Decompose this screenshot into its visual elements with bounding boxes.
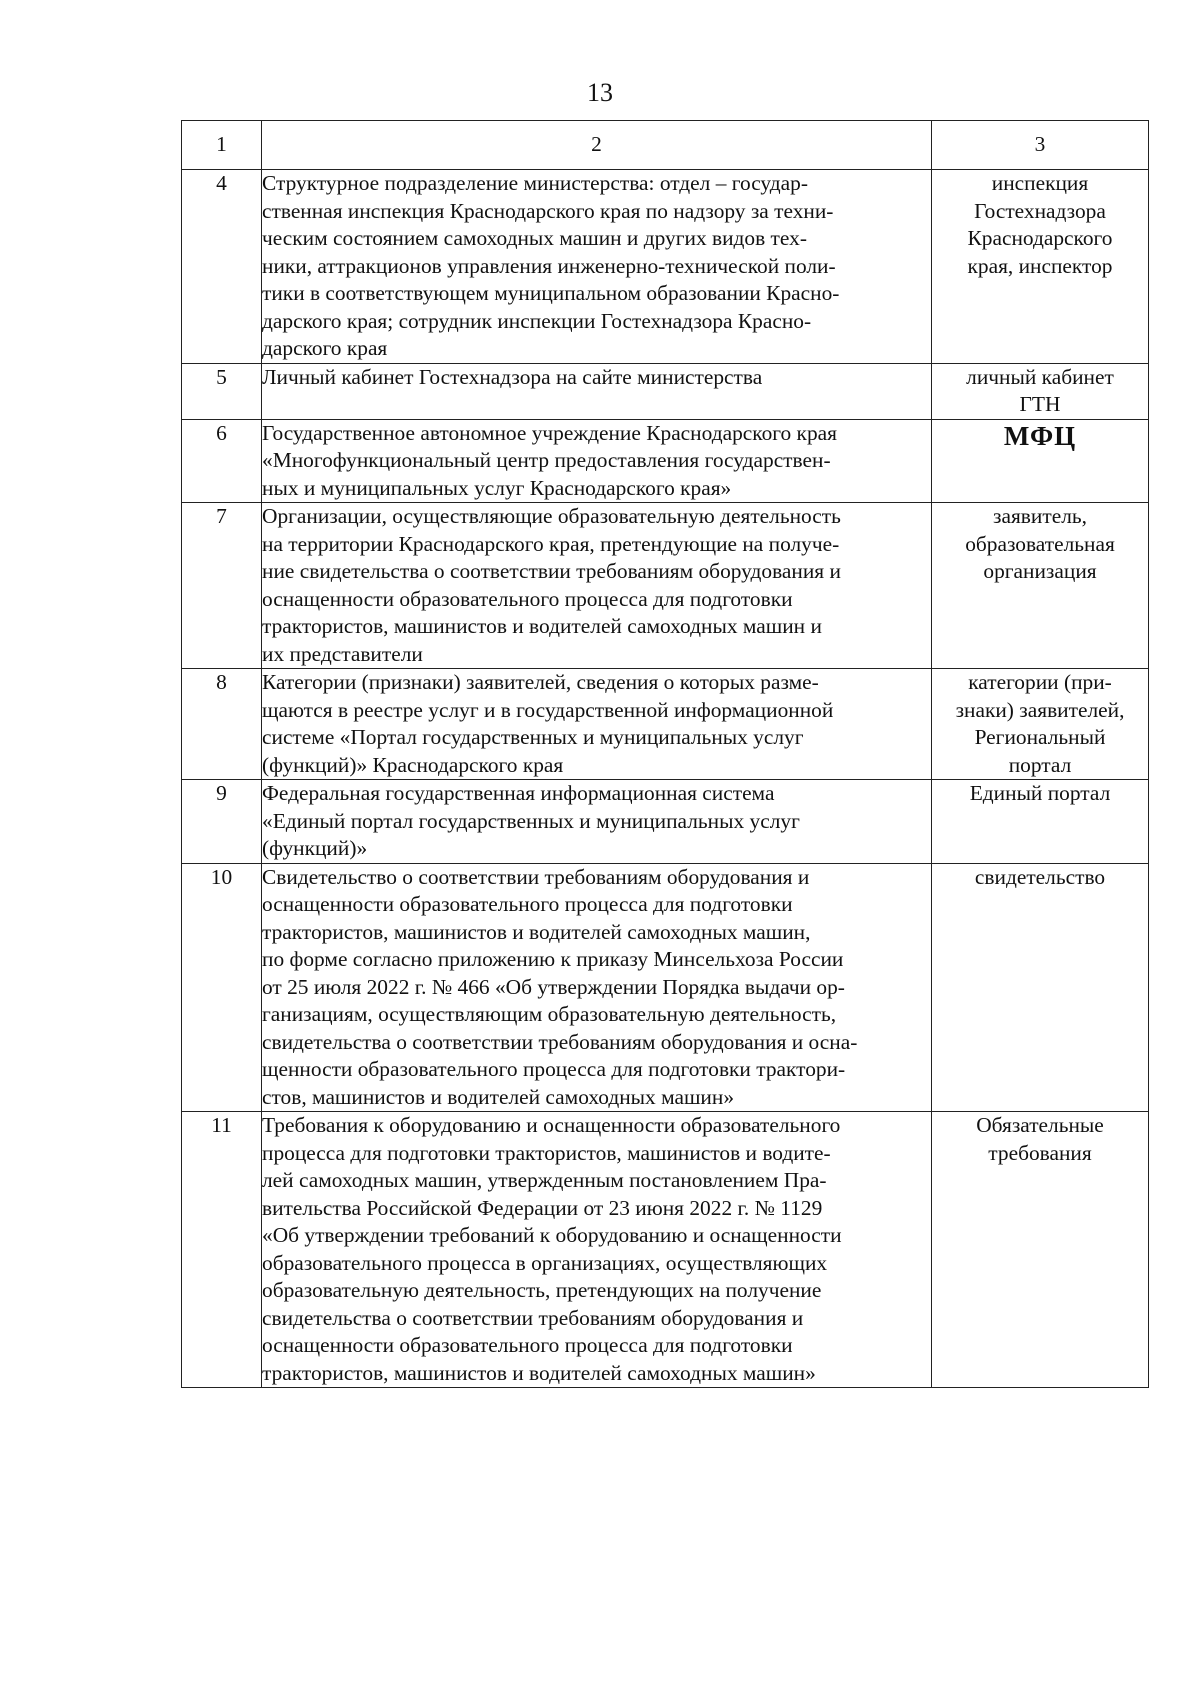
row-description bbox=[262, 669, 932, 780]
description-line: по форме согласно приложению к приказу Минсельхоза России bbox=[262, 947, 844, 971]
page-number: 13 bbox=[587, 78, 613, 107]
description-line: образовательную деятельность, претендующих на получение bbox=[262, 1278, 822, 1302]
row-description bbox=[262, 1112, 932, 1388]
description-line: Структурное подразделение министерства: отдел – государ- bbox=[262, 171, 808, 195]
row-abbreviation bbox=[932, 863, 1149, 1112]
table-row bbox=[182, 863, 1149, 1112]
abbreviation-line: Региональный bbox=[974, 725, 1106, 749]
description-line: Требования к оборудованию и оснащенности образовательного bbox=[262, 1113, 841, 1137]
abbreviation-line: инспекция bbox=[991, 171, 1089, 195]
abbreviation-line: Гостехнадзора bbox=[974, 198, 1106, 223]
row-description bbox=[262, 780, 932, 864]
table-body bbox=[182, 121, 1149, 1388]
abbreviation-line: знаки) заявителей, bbox=[955, 697, 1125, 722]
description-line: дарского края bbox=[262, 336, 388, 360]
abbreviation-line: категории (при- bbox=[968, 670, 1112, 694]
description-line: щаются в реестре услуг и в государственной информационной bbox=[262, 697, 834, 722]
row-abbreviation bbox=[932, 780, 1149, 864]
row-abbreviation bbox=[932, 419, 1149, 503]
row-number: 7 bbox=[182, 503, 262, 669]
description-line: (функций)» Краснодарского края bbox=[262, 752, 564, 777]
description-line: ственная инспекция Краснодарского края по надзору за техни- bbox=[262, 198, 834, 223]
description-line: их представители bbox=[262, 641, 423, 666]
terms-table bbox=[181, 120, 1149, 1388]
header-cell-2: 2 bbox=[262, 121, 932, 170]
description-line: тики в соответствующем муниципальном образовании Красно- bbox=[262, 281, 840, 305]
description-line: ганизациям, осуществляющим образовательную деятельность, bbox=[262, 1002, 837, 1026]
table-row bbox=[182, 419, 1149, 503]
row-number: 5 bbox=[182, 363, 262, 419]
abbreviation-line: организация bbox=[983, 559, 1097, 583]
abbreviation-line: портал bbox=[1008, 752, 1072, 777]
abbreviation-line: свидетельство bbox=[974, 864, 1106, 889]
description-line: «Многофункциональный центр предоставления государствен- bbox=[262, 448, 831, 472]
description-line: «Единый портал государственных и муниципальных услуг bbox=[262, 808, 800, 833]
abbreviation-line: Единый портал bbox=[969, 781, 1111, 805]
description-line: системе «Портал государственных и муниципальных услуг bbox=[262, 725, 804, 749]
description-line: (функций)» bbox=[262, 836, 368, 860]
description-line: свидетельства о соответствии требованиям оборудования и осна- bbox=[262, 1029, 858, 1054]
row-abbreviation bbox=[932, 669, 1149, 780]
table-row bbox=[182, 1112, 1149, 1388]
description-line: дарского края; сотрудник инспекции Гостехнадзора Красно- bbox=[262, 308, 812, 333]
description-line: трактористов, машинистов и водителей самоходных машин, bbox=[262, 919, 811, 944]
description-line: Государственное автономное учреждение Краснодарского края bbox=[262, 420, 837, 445]
table-row bbox=[182, 669, 1149, 780]
row-number: 10 bbox=[182, 863, 262, 1112]
header-row bbox=[182, 121, 1149, 170]
description-line: образовательного процесса в организациях, осуществляющих bbox=[262, 1250, 828, 1275]
row-number: 11 bbox=[182, 1112, 262, 1388]
row-abbreviation bbox=[932, 363, 1149, 419]
row-description bbox=[262, 863, 932, 1112]
table-row bbox=[182, 170, 1149, 364]
row-abbreviation bbox=[932, 170, 1149, 364]
abbreviation-line: края, инспектор bbox=[967, 253, 1113, 278]
header-cell-1: 1 bbox=[182, 121, 262, 170]
row-abbreviation bbox=[932, 503, 1149, 669]
description-line: ние свидетельства о соответствии требованиям оборудования и bbox=[262, 559, 841, 583]
description-line: щенности образовательного процесса для подготовки трактори- bbox=[262, 1057, 846, 1081]
description-line: стов, машинистов и водителей самоходных машин» bbox=[262, 1084, 735, 1109]
description-line: лей самоходных машин, утвержденным постановлением Пра- bbox=[262, 1168, 827, 1192]
header-cell-3: 3 bbox=[932, 121, 1149, 170]
table-row bbox=[182, 503, 1149, 669]
description-line: Личный кабинет Гостехнадзора на сайте министерства bbox=[262, 364, 763, 389]
row-description bbox=[262, 503, 932, 669]
row-number: 8 bbox=[182, 669, 262, 780]
description-line: Федеральная государственная информационная система bbox=[262, 781, 775, 805]
description-line: Категории (признаки) заявителей, сведения о которых разме- bbox=[262, 670, 819, 694]
abbreviation-line: образовательная bbox=[965, 531, 1115, 556]
table-row bbox=[182, 363, 1149, 419]
description-line: свидетельства о соответствии требованиям оборудования и bbox=[262, 1305, 804, 1330]
abbreviation-line: требования bbox=[988, 1140, 1092, 1165]
description-line: вительства Российской Федерации от 23 июня 2022 г. № 1129 bbox=[262, 1195, 823, 1220]
description-line: ники, аттракционов управления инженерно-технической поли- bbox=[262, 253, 836, 278]
description-line: ческим состоянием самоходных машин и других видов тех- bbox=[262, 226, 807, 250]
description-line: «Об утверждении требований к оборудованию и оснащенности bbox=[262, 1223, 842, 1247]
abbreviation-line: личный кабинет bbox=[966, 364, 1114, 389]
row-number: 4 bbox=[182, 170, 262, 364]
row-number: 9 bbox=[182, 780, 262, 864]
description-line: от 25 июля 2022 г. № 466 «Об утверждении Порядка выдачи ор- bbox=[262, 974, 845, 999]
row-description bbox=[262, 170, 932, 364]
description-line: Свидетельство о соответствии требованиям оборудования и bbox=[262, 864, 810, 889]
abbreviation-line: МФЦ bbox=[1003, 420, 1077, 451]
row-description bbox=[262, 363, 932, 419]
description-line: процесса для подготовки трактористов, машинистов и водите- bbox=[262, 1140, 831, 1165]
abbreviation-line: Обязательные bbox=[976, 1113, 1104, 1137]
abbreviation-line: Краснодарского bbox=[967, 226, 1113, 250]
description-line: трактористов, машинистов и водителей самоходных машин и bbox=[262, 614, 822, 638]
description-line: оснащенности образовательного процесса для подготовки bbox=[262, 1333, 793, 1357]
description-line: на территории Краснодарского края, претендующие на получе- bbox=[262, 531, 840, 556]
description-line: Организации, осуществляющие образовательную деятельность bbox=[262, 504, 841, 528]
description-line: трактористов, машинистов и водителей самоходных машин» bbox=[262, 1360, 816, 1385]
row-description bbox=[262, 419, 932, 503]
row-abbreviation bbox=[932, 1112, 1149, 1388]
abbreviation-line: заявитель, bbox=[993, 504, 1087, 528]
table-row bbox=[182, 780, 1149, 864]
abbreviation-line: ГТН bbox=[1019, 392, 1061, 416]
description-line: ных и муниципальных услуг Краснодарского края» bbox=[262, 475, 732, 500]
row-number: 6 bbox=[182, 419, 262, 503]
description-line: оснащенности образовательного процесса для подготовки bbox=[262, 586, 793, 611]
description-line: оснащенности образовательного процесса для подготовки bbox=[262, 892, 793, 916]
